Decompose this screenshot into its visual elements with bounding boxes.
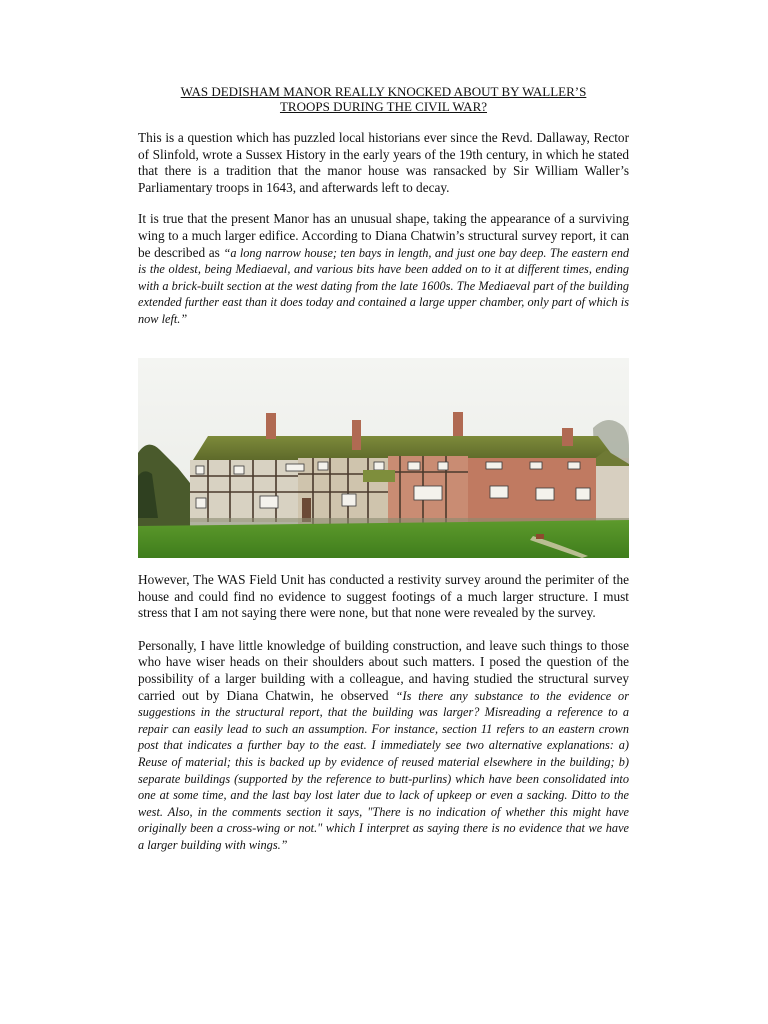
paragraph-4-quote: “Is there any substance to the evidence or suggestions in the structural report, that the building was larger? Misreading a reference to a repair can easily lead to such an assumption. For instance, section 11 refers to an eastern crown post that indicates a further bay to the east. I immediately see two alternative explanations: a) Reuse of material; this is backed up by evidence of reused material elsewhere in the building; b) separate buildings (supported by the reference to butt-purlins) which have been consolidated into one at some time, and the last bay lost later due to lack of upkeep or even a sacking. Ditto to the west. Also, in the comments section it says, "There is no indication of whether this might have originally been a cross-wing or not." which I interpret as saying there is no evidence that we have a larger building with wings.” (138, 688, 629, 852)
paragraph-3: However, The WAS Field Unit has conducted a restivity survey around the perimiter of the house and could find no evidence to suggest footings of a much larger structure. I must stress that I am not saying there were none, but that none were revealed by the survey. (138, 572, 629, 621)
paragraph-2-quote: “a long narrow house; ten bays in length, and just one bay deep. The eastern end is the oldest, being Mediaeval, and various bits have been added on to it at different times, ending with a brick-built section at the west dating from the late 1600s. The Mediaeval part of the building extended further east than it does today and contained a large upper chamber, only part of which is now left.” (138, 245, 629, 326)
paragraph-1: This is a question which has puzzled local historians ever since the Revd. Dallaway, Rector of Slinfold, wrote a Sussex History in the early years of the 19th century, in which he stated that there is a tradition that the manor house was ransacked by Sir William Waller’s Parliamentary troops in 1643, and afterwards left to decay. (138, 130, 629, 195)
title-line-2: TROOPS DURING THE CIVIL WAR? (279, 99, 488, 114)
paragraph-4 (138, 638, 629, 854)
document-top (138, 84, 629, 328)
paragraph-2 (138, 211, 629, 327)
paragraph-2-text: It is true that the present Manor has an unusual shape, taking the appearance of a surviving wing to a much larger edifice. According to Diana Chatwin’s structural survey report, it can be described as (138, 211, 629, 260)
document-bottom (138, 572, 629, 854)
title-line-1: WAS DEDISHAM MANOR REALLY KNOCKED ABOUT BY WALLER’S (180, 84, 587, 99)
manor-photo (138, 358, 629, 558)
page-title (138, 84, 629, 114)
paragraph-4-text: Personally, I have little knowledge of building construction, and leave such things to those who have wiser heads on their shoulders about such matters. I posed the question of the possibility of a larger building with a colleague, and having studied the structural survey carried out by Diana Chatwin, he observed (138, 637, 629, 703)
